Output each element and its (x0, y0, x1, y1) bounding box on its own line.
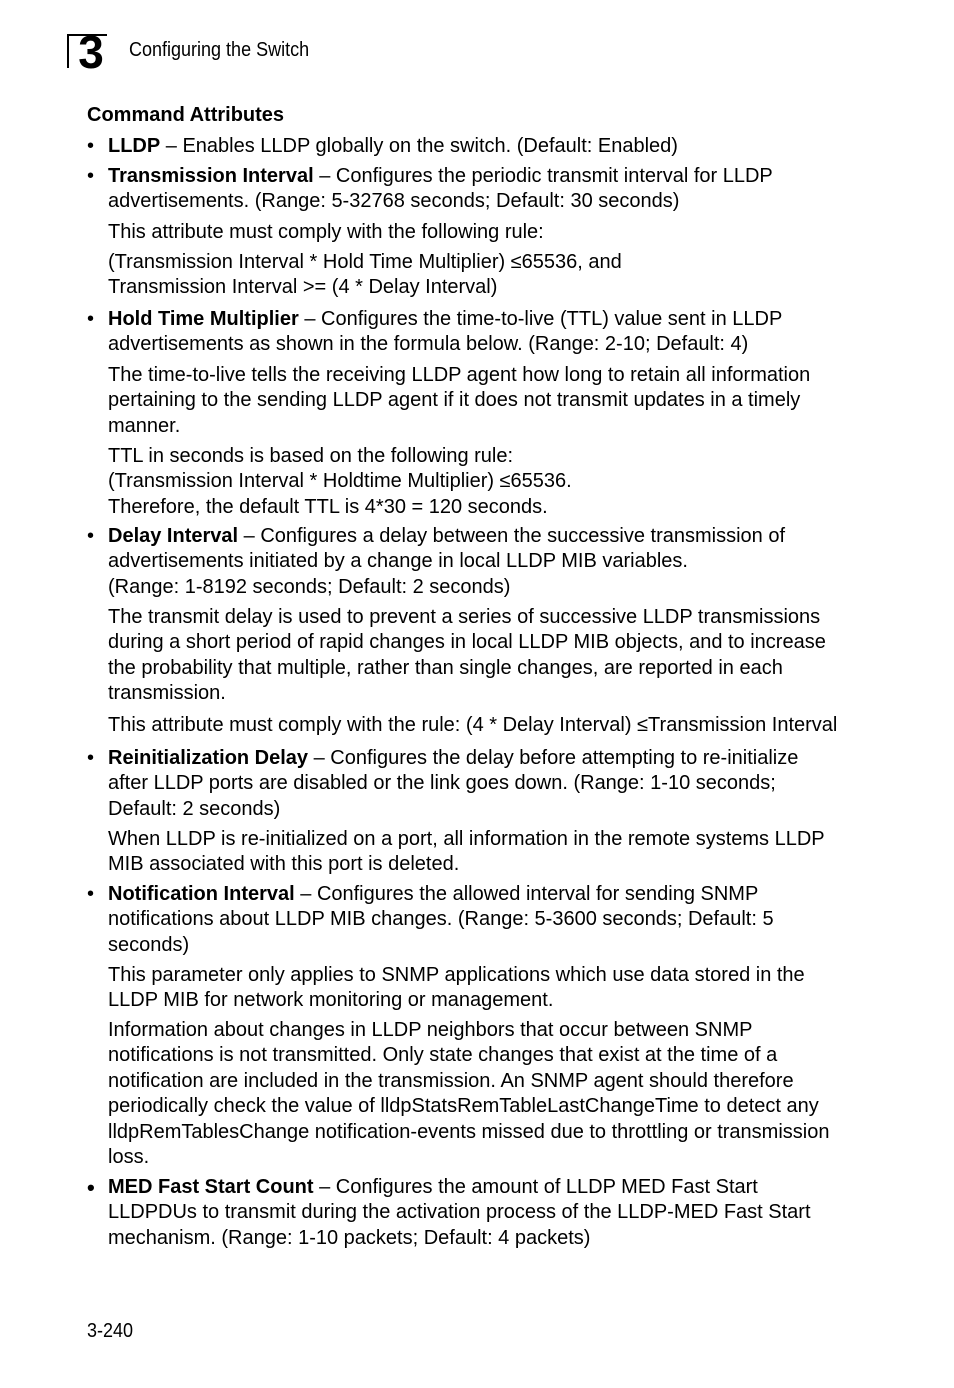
attribute-note-line: the probability that multiple, rather than single changes, are reported in each (108, 656, 783, 679)
attribute-description-line: advertisements initiated by a change in local LLDP MIB variables. (108, 550, 688, 573)
bullet-marker: • (87, 165, 95, 187)
attribute-note-line: lldpRemTablesChange notification-events missed due to throttling or transmission (108, 1120, 830, 1143)
attribute-description: – Configures a delay between the successive transmission of (238, 525, 786, 547)
attribute-note-line: Therefore, the default TTL is 4*30 = 120 seconds. (108, 495, 548, 518)
attribute-note-line: TTL in seconds is based on the following rule: (108, 445, 514, 467)
attribute-note-line: (Transmission Interval * Holdtime Multiplier) ≤65536. (108, 470, 572, 493)
attribute-description-line (108, 164, 858, 189)
attribute-note-line: The time-to-live tells the receiving LLDP agent how long to retain all information (108, 364, 811, 386)
attribute-note-line: MIB associated with this port is deleted. (108, 853, 460, 876)
attribute-description-line: mechanism. (Range: 1-10 packets; Default: 4 packets) (108, 1226, 591, 1249)
attribute-note-line: Information about changes in LLDP neighbors that occur between SNMP (108, 1019, 753, 1041)
attribute-description: – Configures the periodic transmit interval for LLDP (313, 165, 773, 187)
attribute-description-line: advertisements. (Range: 5-32768 seconds; Default: 30 seconds) (108, 190, 680, 213)
attribute-note-line: notification are included in the transmission. An SNMP agent should therefore (108, 1069, 794, 1092)
attribute-note-line: loss. (108, 1146, 150, 1168)
attribute-description: – Configures the time-to-live (TTL) value sent in LLDP (298, 308, 783, 330)
attribute-note-line: (Transmission Interval * Hold Time Multiplier) ≤65536, and (108, 251, 622, 273)
attribute-term: Hold Time Multiplier (108, 308, 299, 330)
attribute-note-line: LLDP MIB for network monitoring or management. (108, 989, 554, 1012)
attribute-description-line (108, 1175, 858, 1200)
attribute-description-line: seconds) (108, 933, 190, 956)
attribute-description-line: advertisements as shown in the formula below. (Range: 2-10; Default: 4) (108, 333, 749, 356)
running-title: Configuring the Switch (129, 39, 310, 61)
attribute-description-line (108, 746, 858, 771)
attribute-term: Notification Interval (108, 883, 295, 905)
attribute-note-line: Transmission Interval >= (4 * Delay Interval) (108, 276, 498, 299)
attribute-note-line: manner. (108, 414, 181, 437)
bullet-marker: • (87, 883, 95, 905)
attribute-description: – Configures the allowed interval for sending SNMP (294, 883, 759, 905)
attribute-description-line: Default: 2 seconds) (108, 797, 281, 820)
page-number: 3-240 (87, 1320, 134, 1342)
attribute-note-line: This attribute must comply with the rule: (4 * Delay Interval) ≤Transmission Interval (108, 714, 838, 736)
chapter-number: 3 (78, 26, 104, 78)
attribute-note-line: When LLDP is re-initialized on a port, all information in the remote systems LLDP (108, 828, 825, 850)
attribute-note-line: pertaining to the sending LLDP agent if it does not transmit updates in a timely (108, 389, 801, 412)
attribute-note-line: during a short period of rapid changes in local LLDP MIB objects, and to increase (108, 631, 826, 654)
attribute-description-line: LLDPDUs to transmit during the activation process of the LLDP-MED Fast Start (108, 1201, 811, 1224)
attribute-description: – Enables LLDP globally on the switch. (Default: Enabled) (160, 135, 678, 157)
bullet-marker: • (87, 1175, 95, 1200)
attribute-term: MED Fast Start Count (108, 1176, 314, 1198)
attribute-description-line: after LLDP ports are disabled or the link goes down. (Range: 1-10 seconds; (108, 772, 776, 795)
attribute-term: Transmission Interval (108, 165, 314, 187)
bullet-marker: • (87, 525, 95, 547)
attribute-note-line: periodically check the value of lldpStatsRemTableLastChangeTime to detect any (108, 1095, 819, 1118)
attribute-note-line: This parameter only applies to SNMP applications which use data stored in the (108, 964, 805, 986)
attribute-term: Reinitialization Delay (108, 747, 309, 769)
bullet-marker: • (87, 135, 95, 157)
attribute-description-line (108, 307, 858, 332)
attribute-term: Delay Interval (108, 525, 239, 547)
attribute-description-line: notifications about LLDP MIB changes. (Range: 5-3600 seconds; Default: 5 (108, 908, 774, 931)
attribute-note-line: This attribute must comply with the following rule: (108, 221, 544, 243)
attribute-note-line: notifications is not transmitted. Only state changes that exist at the time of a (108, 1044, 778, 1067)
bullet-marker: • (87, 747, 95, 769)
attribute-term: LLDP (108, 135, 161, 157)
attribute-note-line: The transmit delay is used to prevent a series of successive LLDP transmissions (108, 606, 821, 628)
attribute-description-line: (Range: 1-8192 seconds; Default: 2 seconds) (108, 575, 511, 598)
attribute-description-line (108, 882, 858, 907)
section-title: Command Attributes (87, 104, 285, 126)
attribute-description: – Configures the delay before attempting to re-initialize (308, 747, 799, 769)
attribute-description: – Configures the amount of LLDP MED Fast Start (313, 1176, 758, 1198)
attribute-description-line (108, 524, 858, 549)
attribute-note-line: transmission. (108, 682, 226, 705)
bullet-marker: • (87, 308, 95, 330)
attribute-description-line (108, 134, 858, 159)
